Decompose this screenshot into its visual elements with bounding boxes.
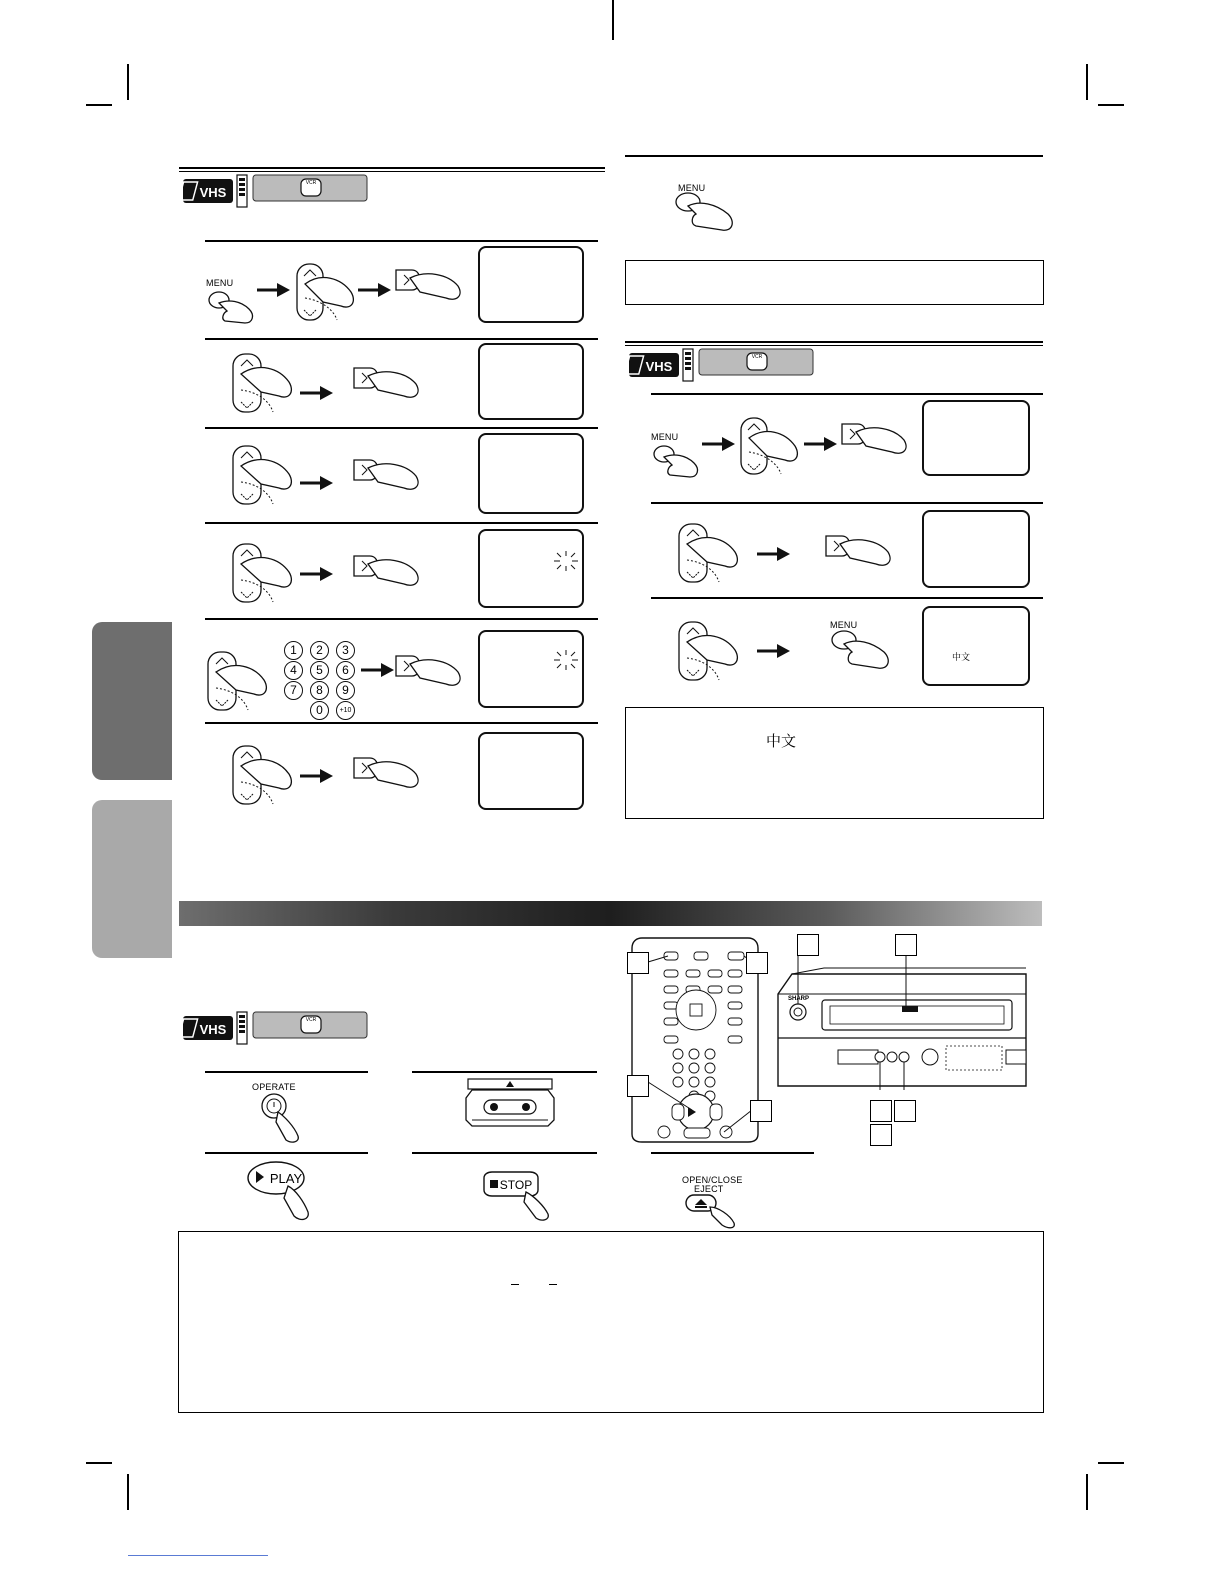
- step-rule: [205, 522, 598, 524]
- section-banner: [179, 901, 1042, 926]
- tv-screen: [478, 433, 584, 514]
- menu-button-press-icon[interactable]: [670, 190, 750, 234]
- section-tab-light: [92, 800, 172, 958]
- tv-screen: [922, 606, 1030, 686]
- crop-mark: [86, 1462, 112, 1464]
- crop-mark: [86, 104, 112, 106]
- key-9[interactable]: 9: [336, 681, 355, 700]
- arrow-right-icon: [757, 546, 791, 562]
- language-chinese-label: 中文: [766, 732, 797, 750]
- up-down-button-press-icon[interactable]: [651, 520, 747, 588]
- step-rule: [205, 722, 598, 724]
- up-down-button-press-icon[interactable]: [180, 648, 276, 716]
- menu-label: MENU: [830, 620, 858, 630]
- menu-label: MENU: [206, 278, 234, 288]
- deck-brand: SHARP: [788, 996, 810, 1002]
- crop-mark: [127, 64, 129, 100]
- step-rule: [205, 618, 598, 620]
- step-rule: [205, 1152, 368, 1154]
- arrow-right-icon: [702, 436, 736, 452]
- section-rule: [625, 155, 1043, 157]
- key-plus10[interactable]: +10: [336, 701, 355, 720]
- number-keypad-grid: [284, 641, 364, 721]
- key-1[interactable]: 1: [284, 641, 303, 660]
- key-6[interactable]: 6: [336, 661, 355, 680]
- crop-mark: [1098, 1462, 1124, 1464]
- callout-box: [894, 1100, 916, 1122]
- menu-button-press-icon[interactable]: [205, 285, 265, 325]
- key-2[interactable]: 2: [310, 641, 329, 660]
- step-rule: [651, 597, 1043, 599]
- svg-text:VCR: VCR: [305, 180, 317, 186]
- enter-button-press-icon[interactable]: [392, 264, 466, 304]
- step-rule: [412, 1071, 597, 1073]
- callout-box: [627, 952, 649, 974]
- arrow-right-icon: [757, 643, 791, 659]
- step-rule: [205, 240, 598, 242]
- blink-icon: [552, 648, 580, 672]
- tv-screen: [922, 510, 1030, 588]
- menu-button-press-icon[interactable]: [826, 628, 906, 672]
- menu-label: MENU: [651, 432, 679, 442]
- enter-button-press-icon[interactable]: [350, 550, 424, 590]
- play-button-press-icon[interactable]: [244, 1160, 334, 1222]
- crop-mark: [1098, 104, 1124, 106]
- up-down-button-press-icon[interactable]: [293, 262, 359, 324]
- enter-button-press-icon[interactable]: [350, 454, 424, 494]
- eject-label: EJECT: [694, 1184, 724, 1194]
- enter-button-press-icon[interactable]: [822, 530, 896, 570]
- up-down-button-press-icon[interactable]: [205, 540, 301, 608]
- svg-text:VCR: VCR: [751, 354, 763, 360]
- enter-button-press-icon[interactable]: [350, 362, 424, 402]
- step-rule: [412, 1152, 597, 1154]
- underline-mark: [511, 1284, 519, 1285]
- up-down-button-press-icon[interactable]: [205, 742, 301, 810]
- section-rule: [179, 171, 605, 172]
- deck-front-diagram: [774, 934, 1028, 1090]
- vhs-vcr-badge: [181, 1010, 371, 1046]
- eject-button-press-icon[interactable]: [684, 1193, 754, 1229]
- arrow-right-icon: [361, 662, 395, 678]
- enter-button-press-icon[interactable]: [350, 752, 424, 792]
- cassette-insert-icon: [462, 1078, 558, 1130]
- tv-screen: [478, 529, 584, 608]
- crop-mark: [1086, 64, 1088, 100]
- menu-label: MENU: [678, 183, 706, 193]
- callout-box: [870, 1124, 892, 1146]
- vhs-vcr-badge: [627, 347, 817, 383]
- arrow-right-icon: [300, 768, 334, 784]
- step-rule: [205, 338, 598, 340]
- step-rule: [205, 1071, 368, 1073]
- callout-box: [746, 952, 768, 974]
- section-rule: [179, 167, 605, 169]
- arrow-right-icon: [300, 475, 334, 491]
- menu-button-press-icon[interactable]: [650, 439, 710, 479]
- key-0[interactable]: 0: [310, 701, 329, 720]
- vhs-label: VHS: [199, 1022, 227, 1037]
- key-4[interactable]: 4: [284, 661, 303, 680]
- svg-text:VCR: VCR: [305, 1017, 317, 1023]
- up-down-button-press-icon[interactable]: [205, 350, 301, 418]
- key-3[interactable]: 3: [336, 641, 355, 660]
- arrow-right-icon: [804, 436, 838, 452]
- vhs-vcr-badge: [181, 173, 371, 209]
- vhs-label: VHS: [645, 359, 673, 374]
- step-rule: [205, 427, 598, 429]
- center-mark: [612, 0, 614, 40]
- key-8[interactable]: 8: [310, 681, 329, 700]
- stop-label: STOP: [499, 1178, 533, 1192]
- note-box: [625, 260, 1044, 305]
- up-down-button-press-icon[interactable]: [651, 618, 747, 686]
- enter-button-press-icon[interactable]: [392, 650, 466, 690]
- arrow-right-icon: [257, 282, 291, 298]
- crop-mark: [127, 1474, 129, 1510]
- section-tab-dark: [92, 622, 172, 780]
- callout-box: [797, 934, 819, 956]
- tv-screen: [478, 246, 584, 323]
- callout-box: [750, 1100, 772, 1122]
- underline-mark: [549, 1284, 557, 1285]
- tv-screen: [478, 343, 584, 420]
- key-7[interactable]: 7: [284, 681, 303, 700]
- crop-mark: [1086, 1474, 1088, 1510]
- operate-label: OPERATE: [252, 1082, 296, 1092]
- callout-box: [870, 1100, 892, 1122]
- tv-screen: [478, 630, 584, 708]
- arrow-right-icon: [300, 566, 334, 582]
- callout-box: [895, 934, 917, 956]
- footer-link-line: [128, 1555, 268, 1556]
- operate-button-press-icon[interactable]: [254, 1092, 324, 1144]
- stop-button-press-icon[interactable]: [478, 1168, 568, 1222]
- open-close-label: OPEN/CLOSE: [682, 1175, 743, 1185]
- up-down-button-press-icon[interactable]: [737, 416, 803, 478]
- tv-screen: [478, 732, 584, 810]
- key-5[interactable]: 5: [310, 661, 329, 680]
- blink-icon: [552, 549, 580, 573]
- language-chinese-option: 中文: [952, 653, 971, 663]
- enter-button-press-icon[interactable]: [838, 418, 912, 458]
- arrow-right-icon: [300, 385, 334, 401]
- up-down-button-press-icon[interactable]: [205, 442, 301, 510]
- step-rule: [651, 1152, 814, 1154]
- language-note-box: [625, 707, 1044, 819]
- step-rule: [651, 393, 1043, 395]
- step-rule: [651, 502, 1043, 504]
- tv-screen: [922, 400, 1030, 476]
- play-label: PLAY: [269, 1171, 303, 1186]
- section-rule: [625, 345, 1043, 346]
- arrow-right-icon: [358, 282, 392, 298]
- section-rule: [625, 341, 1043, 343]
- notes-box: [178, 1231, 1044, 1413]
- callout-box: [627, 1075, 649, 1097]
- vhs-label: VHS: [199, 185, 227, 200]
